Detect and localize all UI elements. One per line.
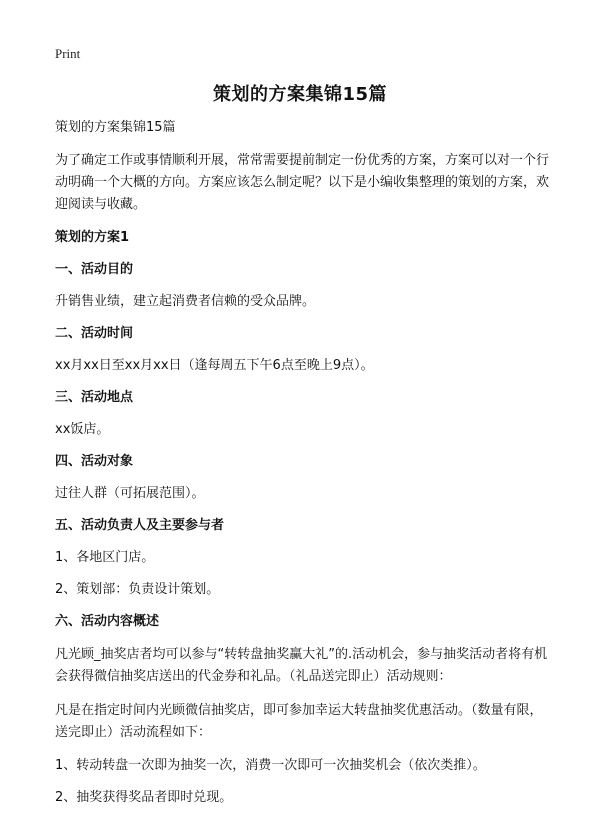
heading-content: 六、活动内容概述	[55, 614, 160, 629]
paragraph-content-1: 凡光顾_抽奖店者均可以参与“转转盘抽奖赢大礼”的.活动机会，参与抽奖活动者将有机会获得微信抽奖店送出的代金券和礼品。（礼品送完即止）活动规则：	[55, 647, 548, 684]
heading-location: 三、活动地点	[55, 390, 134, 405]
document-title: 策划的方案集锦15篇	[212, 84, 388, 105]
heading-purpose: 一、活动目的	[55, 262, 134, 277]
paragraph-content-2: 凡是在指定时间内光顾微信抽奖店，即可参加幸运大转盘抽奖优惠活动。（数量有限，送完即止）活动流程如下：	[55, 703, 543, 740]
paragraph-audience: 过往人群（可拓展范围）。	[55, 486, 205, 501]
paragraph-content-3: 1、转动转盘一次即为抽奖一次，消费一次即可一次抽奖机会（依次类推）。	[55, 758, 486, 773]
heading-participants: 五、活动负责人及主要参与者	[55, 518, 225, 533]
print-link[interactable]: Print	[55, 46, 81, 61]
paragraph-time: xx月xx日至xx月xx日（逢每周五下午6点至晚上9点）。	[55, 358, 374, 373]
section-title: 策划的方案1	[55, 230, 130, 245]
paragraph-purpose: 升销售业绩，建立起消费者信赖的受众品牌。	[55, 294, 316, 309]
intro-paragraph: 为了确定工作或事情顺利开展，常常需要提前制定一份优秀的方案，方案可以对一个行动明确一个大概的方向。方案应该怎么制定呢？以下是小编收集整理的策划的方案，欢迎阅读与收藏。	[55, 153, 550, 212]
heading-audience: 四、活动对象	[55, 454, 134, 469]
document-subtitle: 策划的方案集锦15篇	[55, 120, 176, 135]
paragraph-participants-2: 2、策划部：负责设计策划。	[55, 582, 220, 597]
document-body	[55, 118, 555, 820]
heading-time: 二、活动时间	[55, 326, 134, 341]
paragraph-content-4: 2、抽奖获得奖品者即时兑现。	[55, 790, 233, 805]
paragraph-location: xx饭店。	[55, 422, 110, 437]
paragraph-participants-1: 1、各地区门店。	[55, 550, 155, 565]
